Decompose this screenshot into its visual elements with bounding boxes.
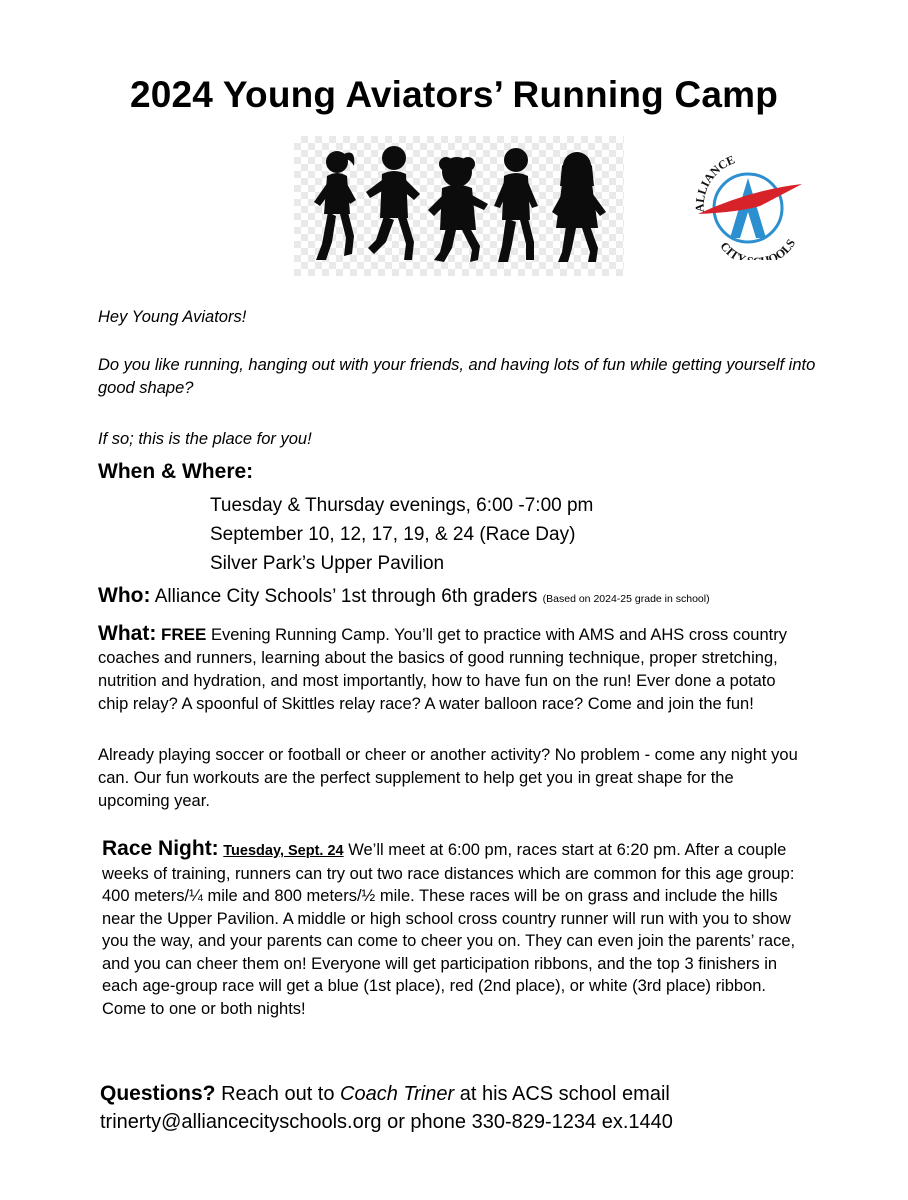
- what-section: [98, 622, 798, 716]
- runner-4-silhouette: [494, 148, 538, 262]
- intro-greeting: Hey Young Aviators!: [98, 308, 247, 326]
- who-section: [98, 584, 710, 608]
- when-place: Silver Park’s Upper Pavilion: [210, 553, 445, 574]
- intro-answer: If so; this is the place for you!: [98, 430, 312, 448]
- who-text: Alliance City Schools’ 1st through 6th graders: [150, 586, 543, 607]
- questions-section: [100, 1080, 820, 1136]
- runners-silhouette-image: [294, 136, 624, 276]
- what-text: Evening Running Camp. You’ll get to practice with AMS and AHS cross country coaches and runners, learning about the basics of good running technique, proper stretching, nutrition and hydration, and most importantly, how to have fun on the run! Ever done a potato chip relay? A spoonful of Skittles relay race? A water balloon race? Come and join the fun!: [98, 626, 787, 713]
- race-night-section: [102, 838, 802, 1020]
- questions-text-2: at his ACS school email trinerty@alliancecityschools.org or phone 330-829-1234 ex.1440: [100, 1083, 673, 1133]
- logo-text-top: ALLIANCE: [692, 152, 737, 213]
- runner-1-silhouette: [314, 151, 356, 260]
- race-night-text: We’ll meet at 6:00 pm, races start at 6:20 pm. After a couple weeks of training, runners can try out two race distances which are common for this age group: 400 meters/¼ mile and 800 meters/½ mile. These races will be on grass and include the hills near the Upper Pavilion. A middle or high school cross country runner will run with you to show you the way, and your parents can come to cheer you on. They can even join the parents’ race, and you can cheer them on! Everyone will get participation ribbons, and the top 3 finishers in each age-group race will get a blue (1st place), red (2nd place), or white (3rd place) ribbon. Come to one or both nights!: [102, 841, 796, 1018]
- race-night-heading: Race Night:: [102, 837, 219, 860]
- runner-5-silhouette: [552, 152, 606, 262]
- who-note: (Based on 2024-25 grade in school): [542, 593, 710, 605]
- alliance-city-schools-logo: [690, 150, 810, 260]
- page-title: 2024 Young Aviators’ Running Camp: [129, 74, 779, 115]
- runner-2-silhouette: [366, 146, 420, 260]
- runners-silhouette-icon: [294, 136, 624, 276]
- what-free: FREE: [156, 625, 207, 644]
- when-times: Tuesday & Thursday evenings, 6:00 -7:00 pm: [210, 495, 594, 516]
- when-where-details: [210, 491, 593, 578]
- who-heading: Who:: [98, 584, 151, 607]
- when-dates: September 10, 12, 17, 19, & 24 (Race Day): [210, 524, 576, 545]
- runner-3-silhouette: [428, 157, 488, 262]
- questions-text-1: Reach out to: [215, 1083, 341, 1105]
- when-where-heading: When & Where:: [98, 460, 254, 483]
- logo-text-bottom: CITY OOLS: [717, 236, 799, 260]
- already-playing-paragraph: Already playing soccer or football or cheer or another activity? No problem - come any night you can. Our fun workouts are the perfect supplement to help get you in great shape for the upcoming year.: [98, 746, 798, 810]
- coach-name: Coach Triner: [340, 1083, 455, 1105]
- what-heading: What:: [98, 622, 157, 645]
- intro-question: Do you like running, hanging out with your friends, and having lots of fun while getting yourself into good shape?: [98, 356, 816, 397]
- race-night-date: Tuesday, Sept. 24: [223, 843, 344, 859]
- questions-heading: Questions?: [100, 1082, 216, 1105]
